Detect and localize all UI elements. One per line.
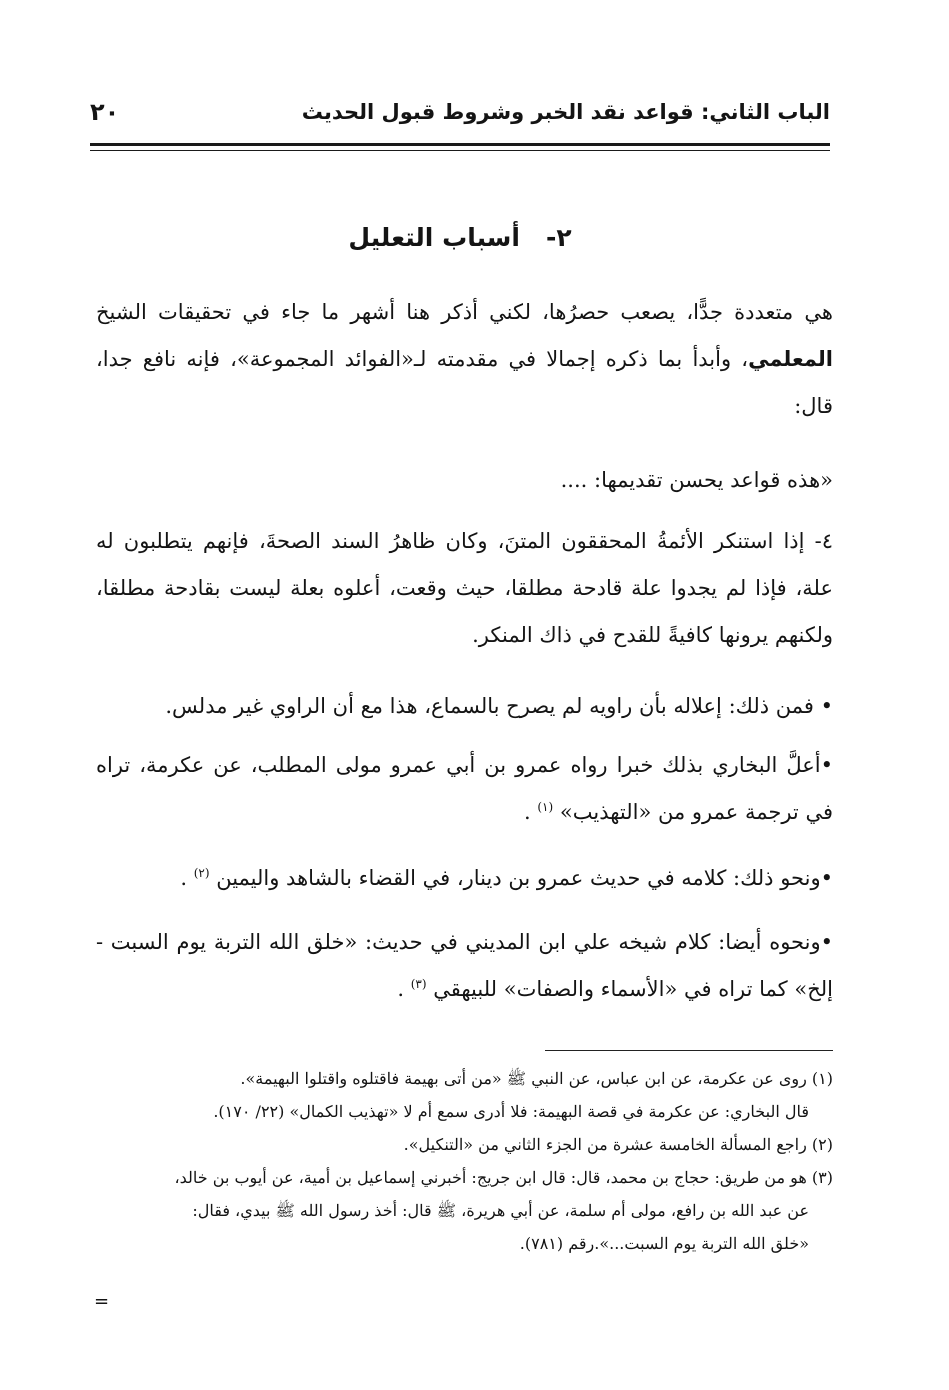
intro-text-a: هي متعددة جدًّا، يصعب حصرُها، لكني أذكر هنا أشهر ما جاء في تحقيقات الشيخ — [96, 300, 833, 324]
bullet-2-period: . — [523, 800, 531, 824]
footnote-1-line-2: قال البخاري: عن عكرمة في قصة البهيمة: فلا أدرى سمع أم لا «تهذيب الكمال» (٢٢/ ١٧٠). — [213, 1102, 809, 1121]
bullet-4-period: . — [397, 977, 405, 1001]
scholar-name: المعلمي — [748, 347, 833, 371]
footnote-ref-3[interactable]: (٣) — [410, 977, 427, 991]
bullet-3-period: . — [180, 866, 187, 890]
intro-text-b: ، وأبدأ بما ذكره إجمالا في مقدمته لـ«الفوائد المجموعة»، فإنه نافع جدا، قال: — [96, 347, 833, 418]
footnote-2: (٢) راجع المسألة الخامسة عشرة من الجزء الثاني من «التنكيل». — [403, 1135, 833, 1154]
footer-mark: = — [94, 1291, 110, 1312]
page-number: ٢٠ — [90, 98, 120, 126]
footnotes — [96, 1062, 833, 1260]
section-heading — [90, 218, 830, 258]
page-header — [90, 96, 830, 136]
bullet-2-text: •أعلَّ البخاري بذلك خبرا رواه عمرو بن أبي عمرو مولى المطلب، عن عكرمة، تراه في ترجمة عمرو من «التهذيب» — [96, 753, 833, 824]
header-rule-thin — [90, 150, 830, 151]
running-head-title: الباب الثاني: قواعد نقد الخبر وشروط قبول الحديث — [301, 100, 830, 124]
bullet-paragraph-2 — [96, 742, 833, 836]
bullet-4-text: •ونحوه أيضا: كلام شيخه علي ابن المديني في حديث: «خلق الله التربة يوم السبت - إلخ» كما تراه في «الأسماء والصفات» للبيهقي — [96, 930, 833, 1001]
footnote-3-line-1: (٣) هو من طريق: حجاج بن محمد، قال: قال ابن جريج: أخبرني إسماعيل بن أمية، عن أيوب بن خالد، — [174, 1168, 833, 1187]
rule-four-paragraph: ٤- إذا استنكر الأئمةُ المحققون المتنَ، وكان ظاهرُ السند الصحةَ، فإنهم يتطلبون له علة، فإذا لم يجدوا علة قادحة مطلقا، حيث وقعت، أعلوه بعلة ليست بقادحة مطلقا، ولكنهم يرونها كافيةً للقدح في ذاك المنكر. — [96, 529, 833, 647]
bullet-paragraph-1: • فمن ذلك: إعلاله بأن راويه لم يصرح بالسماع، هذا مع أن الراوي غير مدلس. — [165, 694, 833, 718]
intro-paragraph — [96, 289, 833, 430]
section-number: ٢- — [545, 223, 572, 252]
footnote-ref-2[interactable]: (٢) — [193, 866, 210, 880]
bullet-3-text: •ونحو ذلك: كلامه في حديث عمرو بن دينار، في القضاء بالشاهد واليمين — [216, 866, 833, 890]
footnote-separator — [545, 1050, 833, 1051]
footnote-3-line-2: عن عبد الله بن رافع، مولى أم سلمة، عن أبي هريرة، ﷺ قال: أخذ رسول الله ﷺ بيدي، فقال: — [192, 1201, 809, 1220]
quote-opening: «هذه قواعد يحسن تقديمها: .... — [560, 468, 833, 492]
header-rule-thick — [90, 143, 830, 146]
bullet-paragraph-4 — [96, 919, 833, 1013]
footnote-3-line-3: «خلق الله التربة يوم السبت...».رقم (٧٨١). — [519, 1234, 809, 1253]
footnote-ref-1[interactable]: (١) — [537, 800, 554, 814]
section-title: أسباب التعليل — [348, 223, 520, 252]
bullet-paragraph-3 — [96, 855, 833, 902]
footnote-1-line-1: (١) روى عن عكرمة، عن ابن عباس، عن النبي ﷺ «من أتى بهيمة فاقتلوه واقتلوا البهيمة». — [240, 1069, 833, 1088]
